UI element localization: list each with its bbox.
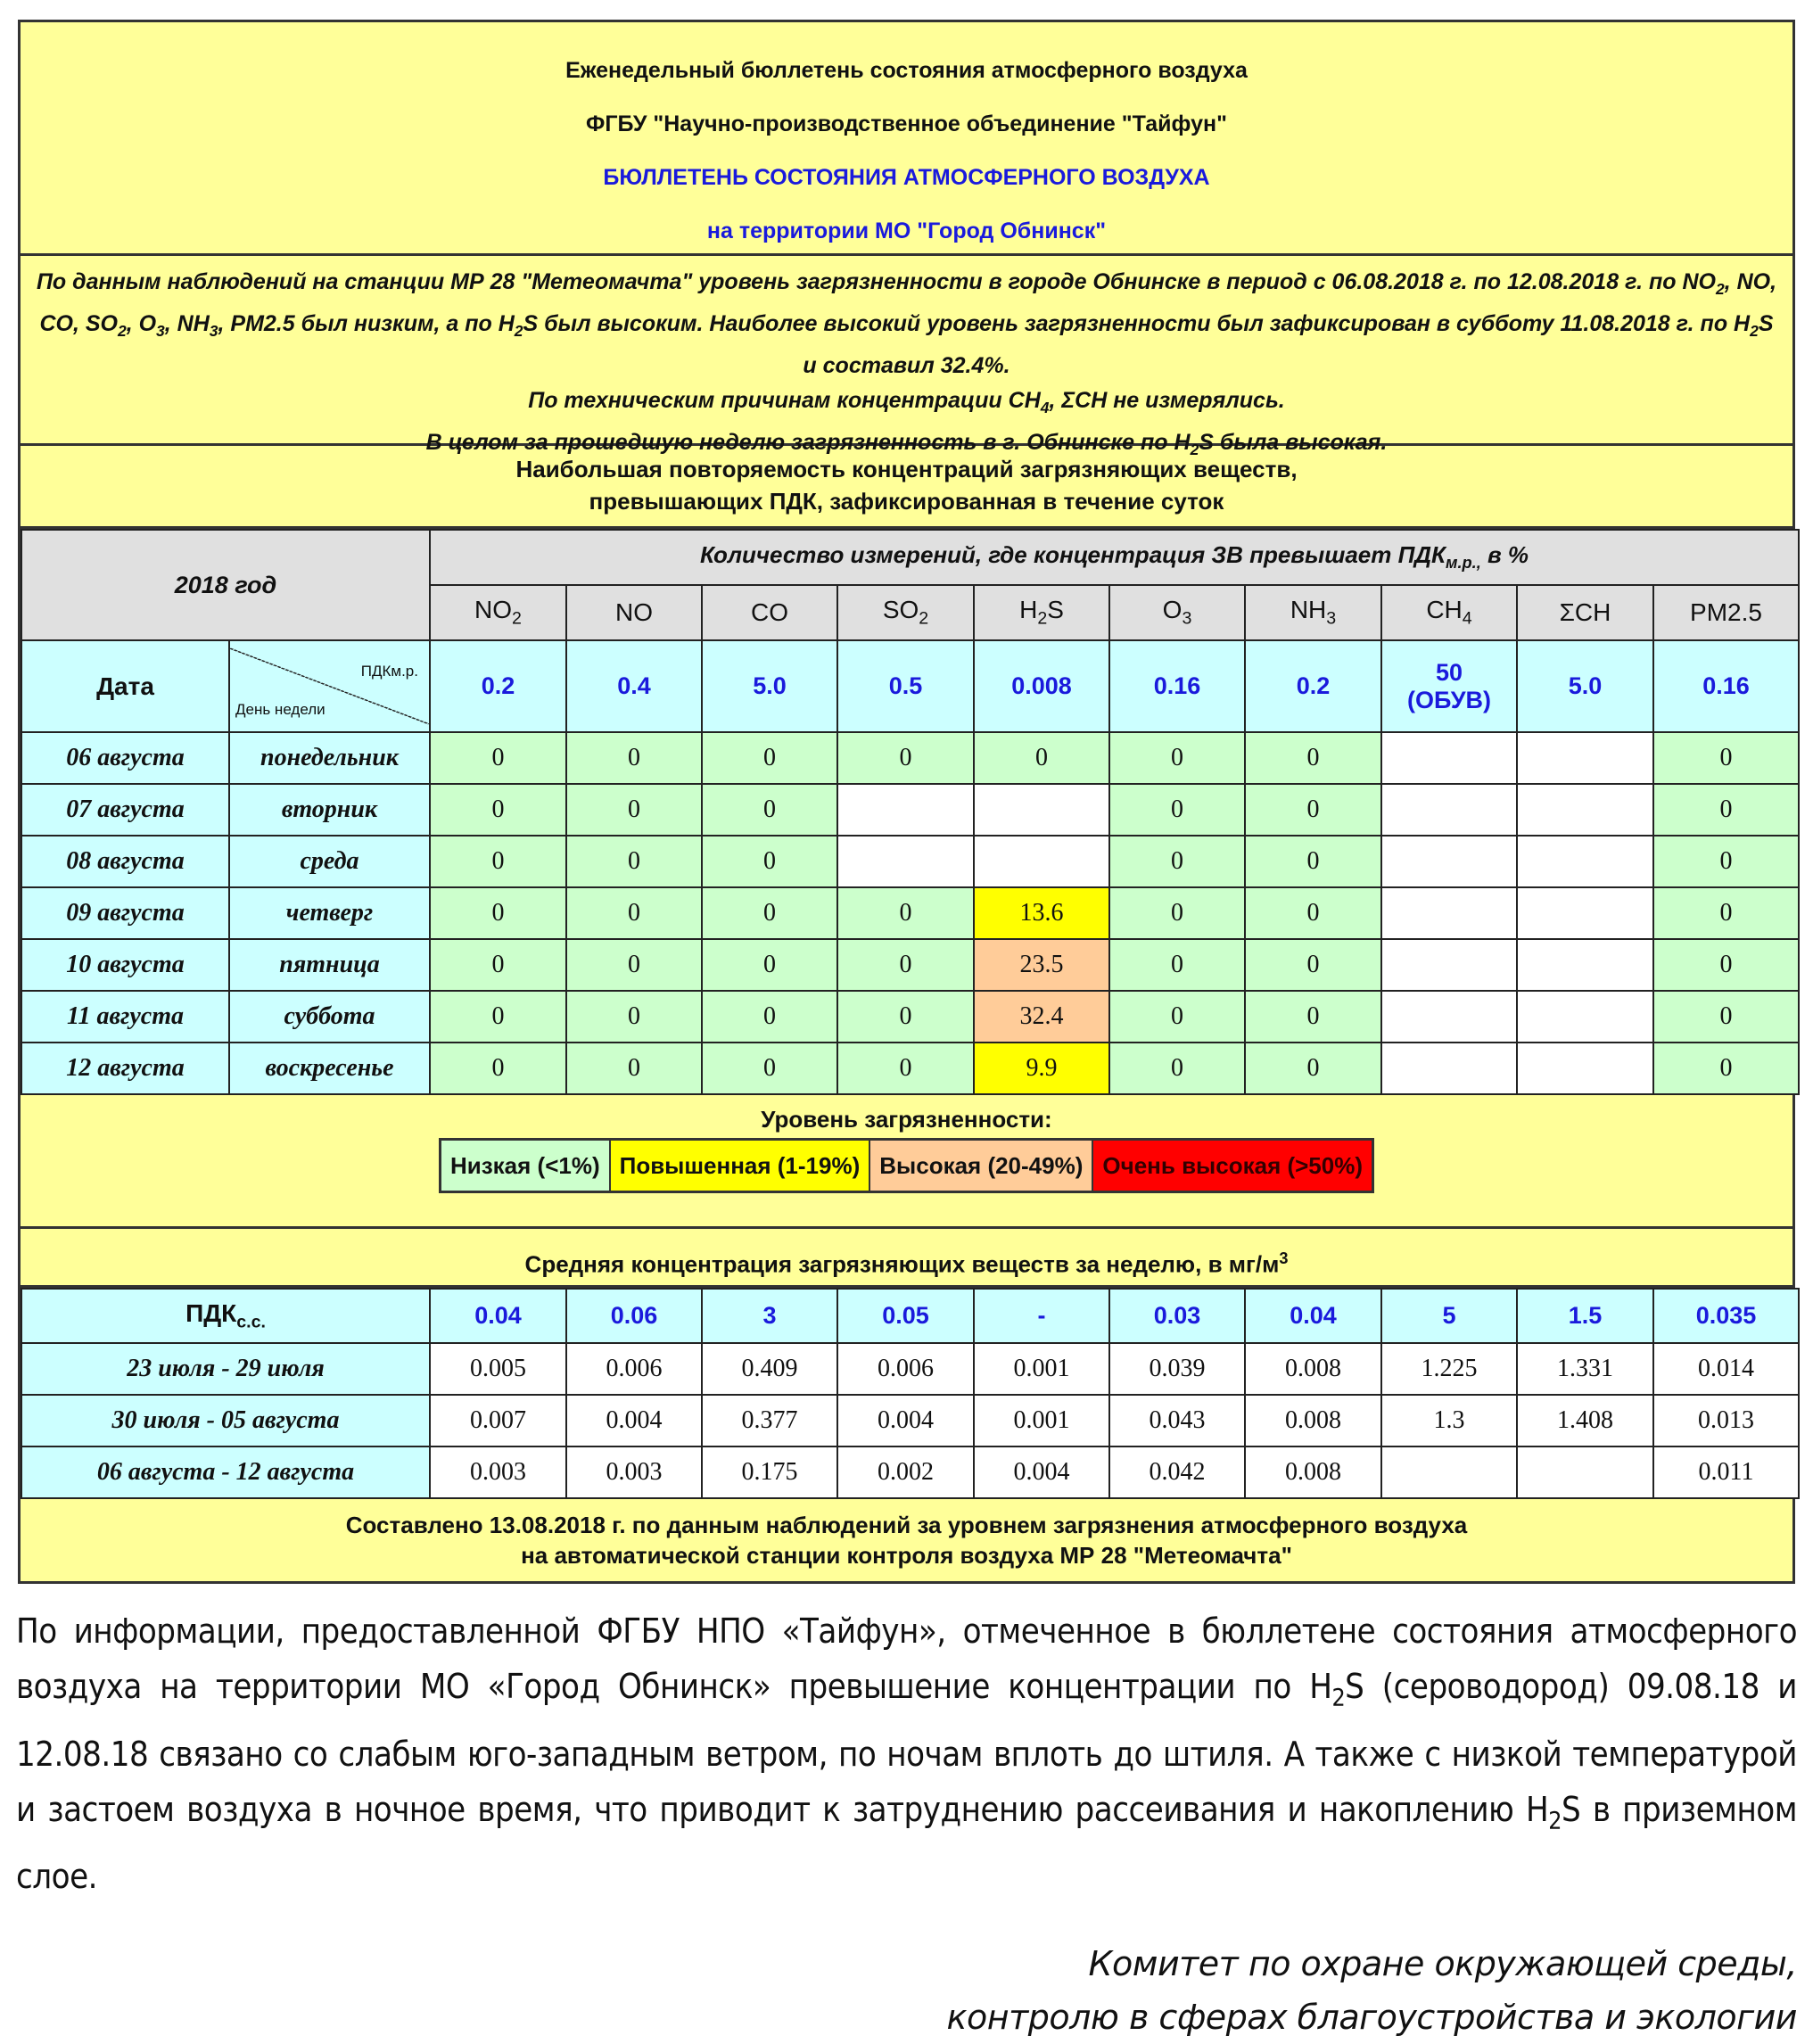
exceedance-value: 0 [837, 939, 974, 991]
pollutant-header: $CH_4$ [1381, 585, 1517, 640]
average-value: 0.001 [974, 1395, 1109, 1446]
exceedance-value: 0 [1653, 732, 1799, 784]
day-of-week-cell: понедельник [229, 732, 430, 784]
legend-title: Уровень загрязненности: [761, 1106, 1052, 1133]
pdk-ss-value: 0.04 [1245, 1289, 1381, 1343]
average-value: 0.014 [1653, 1343, 1799, 1395]
table-row [21, 836, 1799, 887]
pdk-ss-row [21, 1289, 1799, 1343]
bulletin-footer [21, 1499, 1792, 1581]
exceedance-value: 0 [1109, 991, 1245, 1043]
average-value: 0.006 [566, 1343, 702, 1395]
pdk-mr-value: 0.4 [566, 640, 702, 732]
exceedance-value: 0 [1245, 887, 1381, 939]
air-quality-bulletin [18, 20, 1795, 1584]
exceedance-value: 0 [1109, 1043, 1245, 1094]
exceedance-value: 0 [702, 732, 837, 784]
exceedance-value: 0 [1245, 732, 1381, 784]
average-value: 0.002 [837, 1446, 974, 1498]
date-cell: 12 августа [21, 1043, 229, 1094]
date-header: Дата [21, 640, 229, 732]
frequency-title-line1: Наибольшая повторяемость концентраций загрязняющих веществ, [515, 456, 1298, 482]
exceedance-value: 0 [566, 836, 702, 887]
exceedance-value: 0 [702, 991, 837, 1043]
average-value: 0.008 [1245, 1343, 1381, 1395]
exceedance-value [974, 784, 1109, 836]
exceedance-value [1381, 939, 1517, 991]
exceedance-value [1381, 991, 1517, 1043]
pdk-mr-label: ПДКм.р. [360, 663, 418, 680]
legend-item: Повышенная (1-19%) [611, 1141, 871, 1191]
exceedance-value [837, 784, 974, 836]
exceedance-value: 0 [702, 939, 837, 991]
average-value: 0.175 [702, 1446, 837, 1498]
average-value: 0.008 [1245, 1395, 1381, 1446]
exceedance-value: 0 [1653, 836, 1799, 887]
signature-line1: Комитет по охране окружающей среды, [1088, 1944, 1797, 1983]
table-row [21, 732, 1799, 784]
legend-item: Низкая (<1%) [441, 1141, 611, 1191]
average-value: 0.039 [1109, 1343, 1245, 1395]
average-value: 1.225 [1381, 1343, 1517, 1395]
exceedance-value: 0 [702, 784, 837, 836]
exceedance-value: 0 [566, 1043, 702, 1094]
summary-technical-note: По техническим причинам концентрации $CH_4$, ΣCH не измерялись. [528, 388, 1285, 416]
date-cell: 10 августа [21, 939, 229, 991]
exceedance-value: 0 [430, 784, 566, 836]
exceedance-value: 0 [1109, 836, 1245, 887]
exceedance-value: 0 [430, 732, 566, 784]
average-value: 0.409 [702, 1343, 837, 1395]
exceedance-value: 0 [1653, 784, 1799, 836]
pdk-ss-value: - [974, 1289, 1109, 1343]
day-of-week-cell: четверг [229, 887, 430, 939]
bulletin-header [21, 22, 1792, 256]
signature [947, 1937, 1797, 2044]
exceedance-value: 0 [702, 887, 837, 939]
exceedance-value: 0 [566, 939, 702, 991]
pdk-mr-value: 5.0 [702, 640, 837, 732]
table-row [21, 991, 1799, 1043]
exceedance-value: 0 [1245, 1043, 1381, 1094]
explanatory-note [16, 1603, 1797, 1904]
diagonal-header-cell [229, 640, 430, 732]
pollutant-header: NO [566, 585, 702, 640]
exceedance-value [1517, 991, 1653, 1043]
exceedance-value: 23.5 [974, 939, 1109, 991]
table-row [21, 1043, 1799, 1094]
exceedance-value: 0 [837, 732, 974, 784]
table-row [21, 1343, 1799, 1395]
exceedance-value [1517, 887, 1653, 939]
date-cell: 07 августа [21, 784, 229, 836]
pollutant-header: PM2.5 [1653, 585, 1799, 640]
period-cell: 30 июля - 05 августа [21, 1395, 430, 1446]
day-of-week-cell: вторник [229, 784, 430, 836]
day-of-week-cell: среда [229, 836, 430, 887]
pdk-mr-value: 0.2 [1245, 640, 1381, 732]
exceedance-value [974, 836, 1109, 887]
average-value: 1.408 [1517, 1395, 1653, 1446]
organization-name: ФГБУ "Научно-производственное объединение "Тайфун" [586, 111, 1227, 136]
average-value: 0.004 [837, 1395, 974, 1446]
exceedance-value [1517, 836, 1653, 887]
pdk-ss-value: 0.03 [1109, 1289, 1245, 1343]
period-cell: 23 июля - 29 июля [21, 1343, 430, 1395]
exceedance-value: 0 [566, 732, 702, 784]
legend-item: Высокая (20-49%) [870, 1141, 1093, 1191]
pdk-ss-value: 1.5 [1517, 1289, 1653, 1343]
date-cell: 09 августа [21, 887, 229, 939]
average-value: 0.042 [1109, 1446, 1245, 1498]
day-of-week-cell: суббота [229, 991, 430, 1043]
average-value: 0.377 [702, 1395, 837, 1446]
exceedance-value: 0 [974, 732, 1109, 784]
period-cell: 06 августа - 12 августа [21, 1446, 430, 1498]
average-value: 0.011 [1653, 1446, 1799, 1498]
exceedance-value: 0 [1109, 732, 1245, 784]
pdk-mr-value: 50 (ОБУВ) [1381, 640, 1517, 732]
bulletin-subtitle: Еженедельный бюллетень состояния атмосферного воздуха [565, 58, 1248, 83]
average-value: 0.008 [1245, 1446, 1381, 1498]
exceedance-value: 0 [1653, 939, 1799, 991]
date-cell: 06 августа [21, 732, 229, 784]
exceedance-value [1381, 784, 1517, 836]
pdk-ss-value: 0.06 [566, 1289, 702, 1343]
frequency-title-line2: превышающих ПДК, зафиксированная в течение суток [589, 488, 1224, 515]
pdk-ss-value: 0.04 [430, 1289, 566, 1343]
weekly-average-title: Средняя концентрация загрязняющих веществ за неделю, в $мг/м^3$ [21, 1229, 1792, 1288]
footer-line2: на автоматической станции контроля воздуха МР 28 "Метеомачта" [521, 1542, 1292, 1569]
pdk-ss-value: 3 [702, 1289, 837, 1343]
note-paragraph: По информации, предоставленной ФГБУ НПО «Тайфун», отмеченное в бюллетене состояния атмосферного воздуха на территории МО «Город Обнинск» превышение концентрации по $H_2S$ (сероводород) 09.08.18 и 12.08.18 связано со слабым юго-западным ветром, по ночам вплоть до штиля. А также с низкой температурой и застоем воздуха в ночное время, что приводит к затруднению рассеивания и накоплению $H_2S$ в приземном слое. [16, 1611, 1798, 1897]
exceedance-value [1517, 732, 1653, 784]
pollutant-header: $NO_2$ [430, 585, 566, 640]
exceedance-value [1517, 939, 1653, 991]
exceedance-value: 0 [1109, 784, 1245, 836]
pdk-mr-value: 5.0 [1517, 640, 1653, 732]
summary-paragraph: По данным наблюдений на станции МР 28 "Метеомачта" уровень загрязненности в городе Обнинске в период с 06.08.2018 г. по 12.08.2018 г. по $NO_2$, NO, CO, $SO_2$, $O_3$, $NH_3$, PM2.5 был низким, а по $H_2S$ был высоким. Наиболее высокий уровень загрязненности был зафиксирован в субботу 11.08.2018 г. по $H_2S$ и составил 32.4%. [36, 269, 1777, 378]
pollution-level-legend [21, 1095, 1792, 1229]
average-value [1517, 1446, 1653, 1498]
average-value: 0.004 [974, 1446, 1109, 1498]
pdk-ss-value: 0.035 [1653, 1289, 1799, 1343]
average-value: 0.003 [566, 1446, 702, 1498]
table-row [21, 1446, 1799, 1498]
exceedance-value: 0 [430, 887, 566, 939]
exceedance-value: 0 [566, 887, 702, 939]
pdk-mr-value: 0.16 [1109, 640, 1245, 732]
average-value: 0.007 [430, 1395, 566, 1446]
frequency-table [21, 529, 1800, 1095]
table-row [21, 939, 1799, 991]
pdk-ss-value: 0.05 [837, 1289, 974, 1343]
average-value: 0.006 [837, 1343, 974, 1395]
pollutant-header: CO [702, 585, 837, 640]
average-value: 0.003 [430, 1446, 566, 1498]
pdk-ss-value: 5 [1381, 1289, 1517, 1343]
exceedance-value: 0 [1109, 939, 1245, 991]
pdk-mr-row [21, 640, 1799, 732]
pdk-mr-value: 0.2 [430, 640, 566, 732]
exceedance-value: 0 [702, 1043, 837, 1094]
average-value: 1.331 [1517, 1343, 1653, 1395]
year-header: 2018 год [21, 530, 430, 640]
exceedance-value: 0 [1245, 991, 1381, 1043]
table-row [21, 1395, 1799, 1446]
exceedance-value: 0 [837, 991, 974, 1043]
exceedance-value: 9.9 [974, 1043, 1109, 1094]
exceedance-value: 0 [837, 1043, 974, 1094]
exceedance-value: 0 [566, 991, 702, 1043]
average-value: 1.3 [1381, 1395, 1517, 1446]
pollutant-header: $NH_3$ [1245, 585, 1381, 640]
pollutant-header: $O_3$ [1109, 585, 1245, 640]
table-row [21, 784, 1799, 836]
exceedance-value [1381, 732, 1517, 784]
average-value: 0.001 [974, 1343, 1109, 1395]
territory-name: на территории МО "Город Обнинск" [706, 218, 1107, 243]
table-row [21, 887, 1799, 939]
exceedance-count-header: Количество измерений, где концентрация ЗВ превышает $ПДК_{м.р.,}$ в % [430, 530, 1799, 585]
day-of-week-cell: воскресенье [229, 1043, 430, 1094]
legend-scale [439, 1138, 1374, 1193]
average-value [1381, 1446, 1517, 1498]
date-cell: 08 августа [21, 836, 229, 887]
average-value: 0.013 [1653, 1395, 1799, 1446]
exceedance-value: 0 [1245, 939, 1381, 991]
exceedance-value [1381, 836, 1517, 887]
exceedance-value: 0 [702, 836, 837, 887]
exceedance-value: 0 [837, 887, 974, 939]
pdk-ss-label: $ПДК_{с.с.}$ [21, 1289, 430, 1343]
pollutant-header: $H_2S$ [974, 585, 1109, 640]
average-value: 0.004 [566, 1395, 702, 1446]
weekly-average-table [21, 1288, 1800, 1499]
exceedance-value: 13.6 [974, 887, 1109, 939]
exceedance-value: 0 [1653, 1043, 1799, 1094]
exceedance-value: 0 [1653, 991, 1799, 1043]
exceedance-value: 0 [1245, 836, 1381, 887]
exceedance-value [1517, 1043, 1653, 1094]
summary-section [21, 256, 1792, 458]
exceedance-value: 0 [1109, 887, 1245, 939]
pdk-mr-value: 0.16 [1653, 640, 1799, 732]
weekly-average-title-text: Средняя концентрация загрязняющих веществ за неделю, в мг/м [524, 1250, 1280, 1278]
exceedance-value: 0 [430, 1043, 566, 1094]
legend-item: Очень высокая (>50%) [1093, 1141, 1372, 1191]
exceedance-value [1517, 784, 1653, 836]
exceedance-value [837, 836, 974, 887]
frequency-section-title [21, 446, 1792, 529]
exceedance-value: 0 [1245, 784, 1381, 836]
pdk-mr-value: 0.5 [837, 640, 974, 732]
signature-line2: контролю в сферах благоустройства и экологии [946, 1998, 1797, 2037]
day-of-week-label: День недели [235, 701, 326, 718]
pdk-mr-value: 0.008 [974, 640, 1109, 732]
footer-line1: Составлено 13.08.2018 г. по данным наблюдений за уровнем загрязнения атмосферного воздуха [345, 1512, 1468, 1538]
average-value: 0.043 [1109, 1395, 1245, 1446]
date-cell: 11 августа [21, 991, 229, 1043]
bulletin-title: БЮЛЛЕТЕНЬ СОСТОЯНИЯ АТМОСФЕРНОГО ВОЗДУХА [603, 165, 1210, 190]
exceedance-value [1381, 887, 1517, 939]
exceedance-value: 0 [1653, 887, 1799, 939]
exceedance-value: 0 [566, 784, 702, 836]
exceedance-value: 32.4 [974, 991, 1109, 1043]
pollutant-header: ΣCH [1517, 585, 1653, 640]
exceedance-value: 0 [430, 836, 566, 887]
average-value: 0.005 [430, 1343, 566, 1395]
exceedance-value [1381, 1043, 1517, 1094]
exceedance-value: 0 [430, 939, 566, 991]
exceedance-value: 0 [430, 991, 566, 1043]
pollutant-header: $SO_2$ [837, 585, 974, 640]
day-of-week-cell: пятница [229, 939, 430, 991]
summary-conclusion: В целом за прошедшую неделю загрязненность в г. Обнинске по $H_2S$ была высокая. [425, 430, 1388, 458]
